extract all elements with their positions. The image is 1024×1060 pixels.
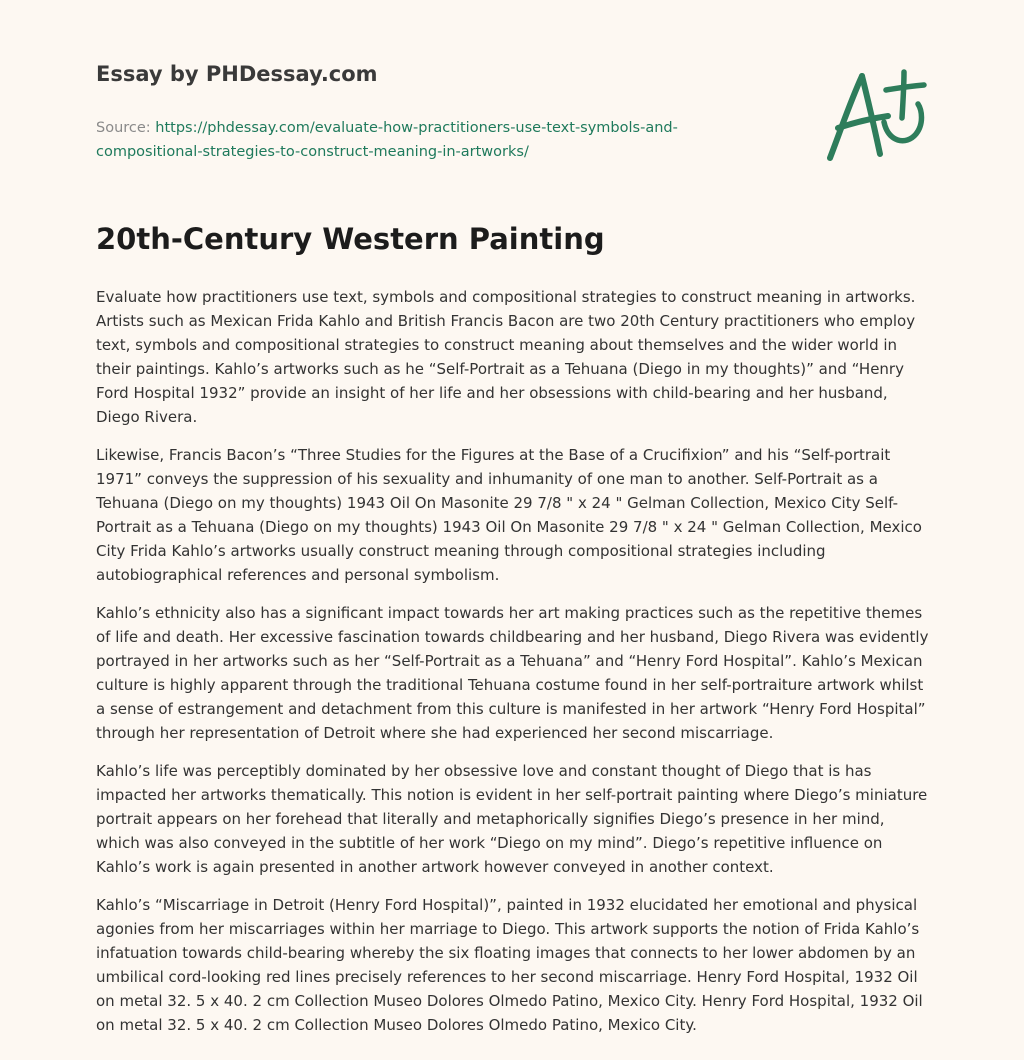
article-body <box>96 285 930 1051</box>
page-header <box>96 62 796 164</box>
source-link-line1: https://phdessay.com/evaluate-how-practitioners-use-text-symbols-and- <box>155 120 678 136</box>
site-title: Essay by PHDessay.com <box>96 62 378 86</box>
source-link[interactable] <box>96 120 678 160</box>
paragraph: Kahlo’s life was perceptibly dominated by her obsessive love and constant thought of Diego that is has impacted her artworks thematically. This notion is evident in her self-portrait painting where Diego’s miniature portrait appears on her forehead that literally and metaphorically signifies Diego’s presence in her mind, which was also conveyed in the subtitle of her work “Diego on my mind”. Diego’s repetitive influence on Kahlo’s work is again presented in another artwork however conveyed in another context. <box>96 762 928 876</box>
a-plus-grade-icon <box>822 62 932 170</box>
article-title: 20th-Century Western Painting <box>96 222 605 256</box>
paragraph: Kahlo’s “Miscarriage in Detroit (Henry Ford Hospital)”, painted in 1932 elucidated her emotional and physical agonies from her miscarriages within her marriage to Diego. This artwork supports the notion of Frida Kahlo’s infatuation towards child-bearing whereby the six floating images that connects to her lower abdomen by an umbilical cord-looking red lines precisely references to her second miscarriage. Henry Ford Hospital, 1932 Oil on metal 32. 5 x 40. 2 cm Collection Museo Dolores Olmedo Patino, Mexico City. Henry Ford Hospital, 1932 Oil on metal 32. 5 x 40. 2 cm Collection Museo Dolores Olmedo Patino, Mexico City. <box>96 896 923 1034</box>
source-line <box>96 116 796 164</box>
source-label: Source: <box>96 120 151 136</box>
paragraph: Kahlo’s ethnicity also has a significant impact towards her art making practices such as the repetitive themes of life and death. Her excessive fascination towards childbearing and her husband, Diego Rivera was evidently portrayed in her artworks such as her “Self-Portrait as a Tehuana” and “Henry Ford Hospital”. Kahlo’s Mexican culture is highly apparent through the traditional Tehuana costume found in her self-portraiture artwork whilst a sense of estrangement and detachment from this culture is manifested in her artwork “Henry Ford Hospital” through her representation of Detroit where she had experienced her second miscarriage. <box>96 604 929 742</box>
paragraph: Likewise, Francis Bacon’s “Three Studies for the Figures at the Base of a Crucifixion” and his “Self-portrait 1971” conveys the suppression of his sexuality and inhumanity of one man to another. Self-Portrait as a Tehuana (Diego on my thoughts) 1943 Oil On Masonite 29 7/8 " x 24 " Gelman Collection, Mexico City Self-Portrait as a Tehuana (Diego on my thoughts) 1943 Oil On Masonite 29 7/8 " x 24 " Gelman Collection, Mexico City Frida Kahlo’s artworks usually construct meaning through compositional strategies including autobiographical references and personal symbolism. <box>96 446 922 584</box>
paragraph: Evaluate how practitioners use text, symbols and compositional strategies to construct meaning in artworks. Artists such as Mexican Frida Kahlo and British Francis Bacon are two 20th Century practitioners who employ text, symbols and compositional strategies to construct meaning about themselves and the wider world in their paintings. Kahlo’s artworks such as he “Self-Portrait as a Tehuana (Diego in my thoughts)” and “Henry Ford Hospital 1932” provide an insight of her life and her obsessions with child-bearing and her husband, Diego Rivera. <box>96 288 916 426</box>
source-link-line2: compositional-strategies-to-construct-meaning-in-artworks/ <box>96 144 529 160</box>
